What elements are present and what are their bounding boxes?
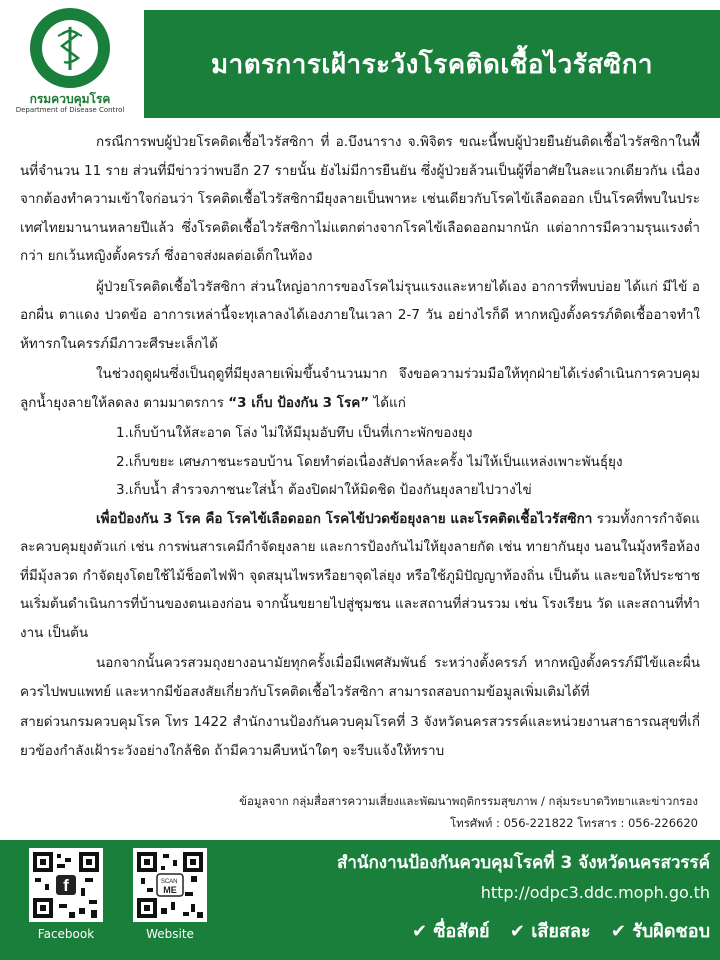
office-url-link[interactable]: http://odpc3.ddc.moph.go.th [480,883,710,902]
website-qr-block[interactable] [130,848,210,941]
paragraph-prevention [20,505,700,648]
office-info [300,848,710,950]
paragraph-measures-intro [20,360,700,417]
website-qr-code-icon[interactable] [133,848,207,922]
measure-item-3: 3.เก็บน้ำ สำรวจภาชนะใส่น้ำ ต้องปิดฝาให้มิดชิด ป้องกันยุงลายไปวางไข่ [116,482,532,498]
paragraph-symptoms: ผู้ป่วยโรคติดเชื้อไวรัสซิกา ส่วนใหญ่อาการของโรคไม่รุนแรงและหายได้เอง อาการที่พบบ่อย ได้แก่ มีไข้ ออกผื่น ตาแดง ปวดข้อ อาการเหล่านี้จะทุเลาลงได้เองภายในเวลา 2-7 วัน อย่างไรก็ดี หากหญิงตั้งครรภ์ติดเชื้ออาจทำให้ทารกในครรภ์มีภาวะศีรษะเล็กได้ [20,278,700,352]
paragraph-case-report: กรณีการพบผู้ป่วยโรคติดเชื้อไวรัสซิกา ที่ อ.บึงนาราง จ.พิจิตร ขณะนี้พบผู้ป่วยยืนยันติดเชื้อไวรัสซิกาในพื้นที่จำนวน 11 ราย ส่วนที่มีข่าวว่าพบอีก 27 รายนั้น ยังไม่มีการยืนยัน ซึ่งผู้ป่วยล้วนเป็นผู้ที่อาศัยในละแวกเดียวกัน เนื่องจากต้องทำความเข้าใจก่อนว่า โรคติดเชื้อไวรัสซิกามียุงลายเป็นพาหะ เช่นเดียวกับโรคไข้เลือดออก เป็นโรคที่พบในประเทศไทยมานานหลายปีแล้ว ซึ่งโรคติดเชื้อไวรัสซิกาไม่แตกต่างจากโรคไข้เลือดออกมากนัก แต่อาการมีความรุนแรงต่ำกว่า ยกเว้นหญิงตั้งครรภ์ ซึ่งอาจส่งผลต่อเด็กในท้อง [20,134,700,264]
office-name: สำนักงานป้องกันควบคุมโรคที่ 3 จังหวัดนครสวรรค์ [336,853,710,873]
header [0,0,720,122]
prevention-highlight: เพื่อป้องกัน 3 โรค คือ โรคไข้เลือดออก โรคไข้ปวดข้อยุงลาย และโรคติดเชื้อไวรัสซิกา [96,510,593,527]
scan-me-badge [161,879,179,895]
source-line: ข้อมูลจาก กลุ่มสื่อสารความเสี่ยงและพัฒนาพฤติกรรมสุขภาพ / กลุ่มระบาดวิทยาและข่าวกรอง [239,794,698,808]
page-title: มาตรการเฝ้าระวังโรคติดเชื้อไวรัสซิกา [210,49,654,80]
paragraph-advice: นอกจากนั้นควรสวมถุงยางอนามัยทุกครั้งเมื่อมีเพศสัมพันธ์ ระหว่างตั้งครรภ์ หากหญิงตั้งครรภ์มีไข้และผื่น ควรไปพบแพทย์ และหากมีข้อสงสัยเกี่ยวกับโรคติดเชื้อไวรัสซิกา สามารถสอบถามข้อมูลเพิ่มเติมได้ที่ [20,655,700,700]
contact-numbers: โทรศัพท์ : 056-221822 โทรสาร : 056-226620 [449,816,698,830]
measures-intro-suffix: ได้แก่ [369,394,406,411]
core-values [300,914,710,950]
prevention-details: รวมทั้งการกำจัดและควบคุมยุงตัวแก่ เช่น การพ่นสารเคมีกำจัดยุงลาย และการป้องกันไม่ให้ยุงลายกัด เช่น ทายากันยุง นอนในมุ้งหรือห้องที่มีมุ้งลวด กำจัดยุงโดยใช้ไม้ช็อตไฟฟ้า จุดสมุนไพรหรือยาจุดไล่ยุง หรือใช้ภูมิปัญญาท้องถิ่น เป็นต้น และขอให้ประชาชนเริ่มต้นดำเนินการที่บ้านของตนเองก่อน จากนั้นขยายไปสู่ชุมชน และสถานที่ส่วนรวม เช่น โรงเรียน วัด และสถานที่ทำงาน เป็นต้น [20,510,700,641]
measures-slogan: “3 เก็บ ป้องกัน 3 โรค” [228,394,370,411]
facebook-qr-block[interactable] [26,848,106,941]
measure-item-1: 1.เก็บบ้านให้สะอาด โล่ง ไม่ให้มีมุมอับทึบ เป็นที่เกาะพักของยุง [116,425,473,441]
facebook-f-badge: f [63,876,69,895]
footer [0,840,720,960]
article-body [20,128,700,818]
value-honesty: ✔ ซื่อสัตย์ [411,921,490,942]
dept-name-thai: กรมควบคุมโรค [29,92,111,106]
facebook-qr-code-icon[interactable] [29,848,103,922]
paragraph-hotline: สายด่วนกรมควบคุมโรค โทร 1422 สำนักงานป้องกันควบคุมโรคที่ 3 จังหวัดนครสวรรค์และหน่วยงานสาธารณสุขที่เกี่ยวข้องกำลังเฝ้าระวังอย่างใกล้ชิด ถ้ามีความคืบหน้าใดๆ จะรีบแจ้งให้ทราบ [20,714,700,759]
source-credit [239,790,698,834]
scan-me-line-2: ME [163,885,177,895]
scan-me-line-1: SCAN [160,879,178,885]
facebook-label: Facebook [37,927,95,941]
website-label: Website [146,927,194,941]
dept-logo [10,6,130,120]
measures-intro-text: ในช่วงฤดูฝนซึ่งเป็นฤดูที่มียุงลายเพิ่มขึ้นจำนวนมาก จึงขอความร่วมมือให้ทุกฝ่ายได้เร่งดำเนินการควบคุมลูกน้ำยุงลายให้ลดลง ตามมาตรการ [20,366,700,411]
value-sacrifice: ✔ เสียสละ [509,921,591,942]
measure-item-2: 2.เก็บขยะ เศษภาชนะรอบบ้าน โดยทำต่อเนื่องสัปดาห์ละครั้ง ไม่ให้เป็นแหล่งเพาะพันธุ์ยุง [116,453,623,470]
value-responsibility: ✔ รับผิดชอบ [610,921,710,942]
title-banner [144,10,720,118]
dept-name-english: Department of Disease Control [15,106,125,114]
ministry-seal-icon [28,6,112,90]
